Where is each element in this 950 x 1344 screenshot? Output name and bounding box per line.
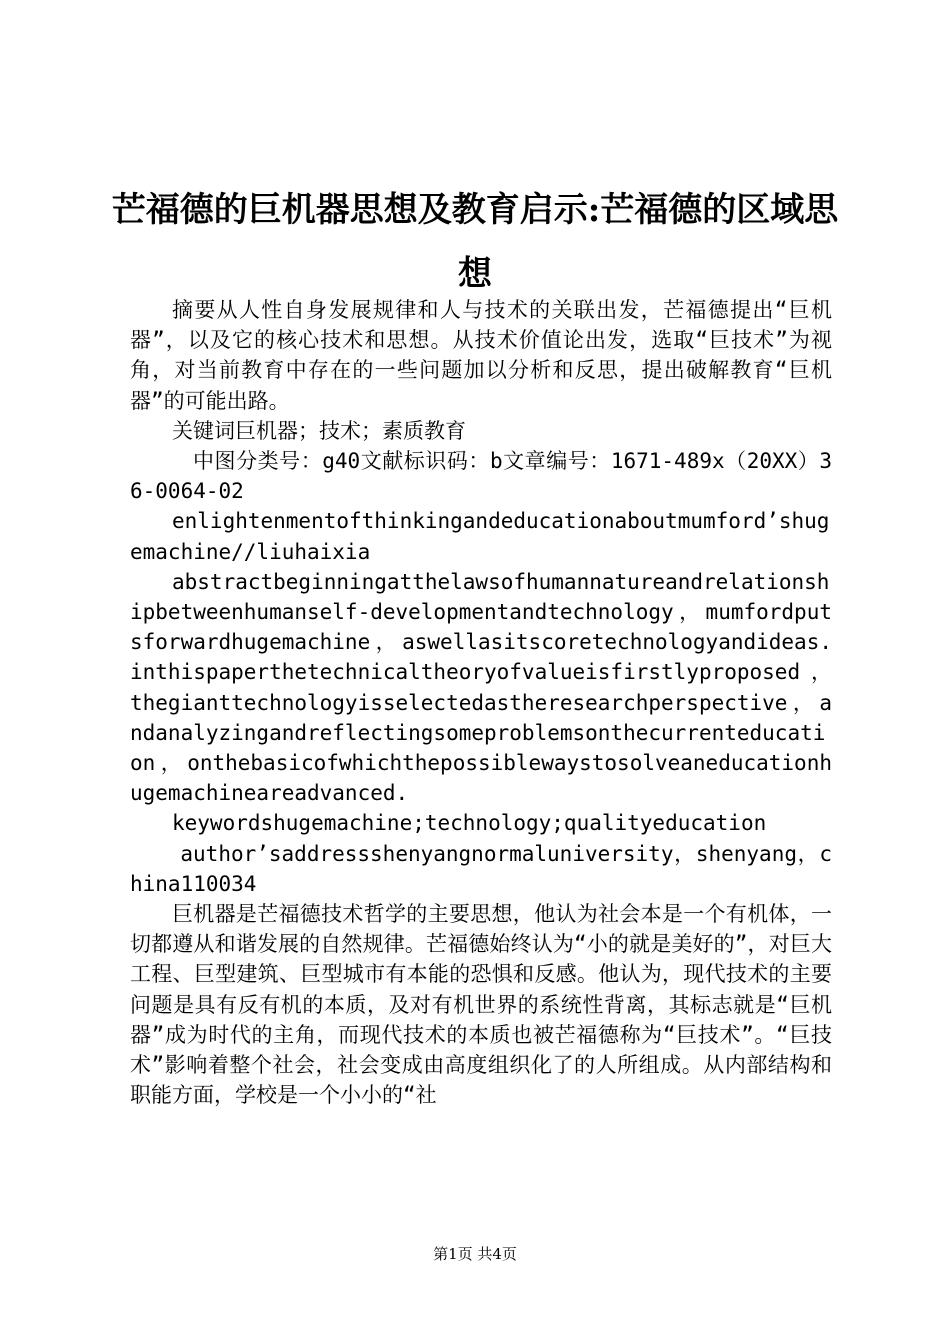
english-title-paragraph: enlightenmentofthinkingandeducationaboutmumford’shugemachine//liuhaixia <box>130 509 830 564</box>
english-abstract-paragraph: abstractbeginningatthelawsofhumannatureandrelationshipbetweenhumanself-developmentandtechnology，mumfordputsforwardhugemachine，aswellasitscoretechnologyandideas.inthispaperthetechnicaltheoryofvalueisfirstlyproposed，thegianttechnologyisselectedastheresearchperspective，andanalyzingandreflectingsomeproblemsonthecurrenteducation，onthebasicofwhichthepossiblewaystosolveaneducationhugemachineareadvanced. <box>130 569 832 806</box>
classification-paragraph: 中图分类号：g40文献标识码：b文章编号：1671-489x（20XX）36-0064-02 <box>130 449 832 504</box>
abstract-paragraph: 摘要从人性自身发展规律和人与技术的关联出发，芒福德提出“巨机器”，以及它的核心技术和思想。从技术价值论出发，选取“巨技术”为视角，对当前教育中存在的一些问题加以分析和反思，提出破解教育“巨机器”的可能出路。 <box>130 298 832 413</box>
document-title: 芒福德的巨机器思想及教育启示:芒福德的区域思想 <box>111 190 839 294</box>
page-footer: 第1页 共4页 <box>433 1245 517 1263</box>
author-address-paragraph: author’saddressshenyangnormaluniversity，shenyang，china110034 <box>130 841 832 896</box>
document-body <box>130 295 832 1110</box>
keywords-paragraph: 关键词巨机器；技术；素质教育 <box>172 418 466 443</box>
body-paragraph: 巨机器是芒福德技术哲学的主要思想，他认为社会本是一个有机体，一切都遵从和谐发展的自然规律。芒福德始终认为“小的就是美好的”，对巨大工程、巨型建筑、巨型城市有本能的恐惧和反感。他认为，现代技术的主要问题是具有反有机的本质，及对有机世界的系统性背离，其标志就是“巨机器”成为时代的主角，而现代技术的本质也被芒福德称为“巨技术”。“巨技术”影响着整个社会，社会变成由高度组织化了的人所组成。从内部结构和职能方面，学校是一个小小的“社 <box>130 902 832 1108</box>
english-keywords-paragraph: keywordshugemachine;technology;qualityeducation <box>172 811 767 836</box>
